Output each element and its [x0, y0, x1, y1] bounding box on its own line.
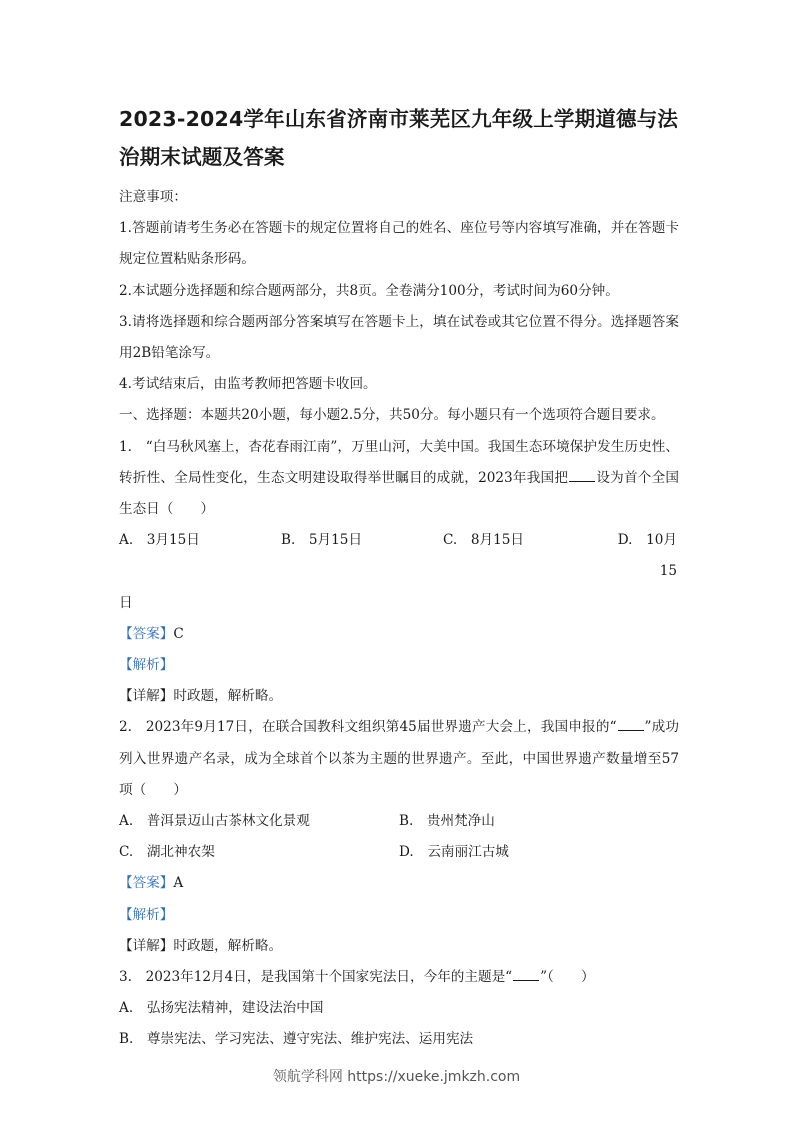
- option-a: A. 普洱景迈山古茶林文化景观: [119, 813, 310, 830]
- question-2-stem: [119, 712, 679, 806]
- question-2-stem-text: 2. 2023年9月17日，在联合国教科文组织第45届世界遗产大会上，我国申报的“: [119, 719, 617, 736]
- question-1-analysis: [119, 650, 679, 681]
- option-d: D. 10月15: [617, 532, 677, 580]
- notice-item-3: 3.请将选择题和综合题两部分答案填写在答题卡上，填在试卷或其它位置不得分。选择题答案用2B铅笔涂写。: [119, 313, 679, 362]
- answer-tag: 【答案】: [119, 625, 174, 642]
- question-3-stem-text: 3. 2023年12月4日，是我国第十个国家宪法日，今年的主题是“: [119, 969, 513, 986]
- option-a: A. 3月15日: [119, 532, 200, 549]
- option-d: D. 云南丽江古城: [399, 844, 509, 861]
- option-d-wrap: 日: [119, 594, 133, 611]
- notice-item-1: 1.答题前请考生务必在答题卡的规定位置将自己的姓名、座位号等内容填写准确，并在答题卡规定位置粘贴条形码。: [119, 220, 679, 268]
- detail-text: 时政题，解析略。: [173, 937, 283, 954]
- detail-tag: 【详解】: [119, 688, 174, 705]
- notice-item-4: 4.考试结束后，由监考教师把答题卡收回。: [119, 376, 377, 393]
- question-1-answer: [119, 619, 679, 650]
- question-3-stem-text-end: ”（ ）: [540, 969, 595, 986]
- question-3-stem: [119, 962, 679, 993]
- question-1-options: [119, 525, 679, 587]
- analysis-tag: 【解析】: [119, 657, 174, 674]
- question-2-stem-text-end: ”成功列入世界遗产名录，成为全球首个以茶为主题的世界遗产。至此，中国世界遗产数量增至57项（ ）: [119, 719, 679, 798]
- analysis-tag: 【解析】: [119, 906, 174, 923]
- answer-tag: 【答案】: [119, 875, 174, 892]
- detail-text: 时政题，解析略。: [173, 688, 283, 705]
- option-b: B. 贵州梵净山: [399, 813, 495, 830]
- section-heading: 一、选择题：本题共20小题，每小题2.5分，共50分。每小题只有一个选项符合题目要求。: [119, 407, 665, 424]
- question-2-options-row-2: [119, 837, 679, 868]
- page-title: 2023-2024学年山东省济南市莱芜区九年级上学期道德与法治期末试题及答案: [119, 107, 679, 169]
- question-2-answer: [119, 868, 679, 899]
- answer-blank: [569, 467, 595, 482]
- answer-value: A: [173, 875, 184, 892]
- answer-blank: [513, 966, 539, 981]
- footer-watermark: 领航学科网 https://xueke.jmkzh.com: [272, 1069, 521, 1085]
- option-c: C. 8月15日: [443, 532, 524, 549]
- option-a: A. 弘扬宪法精神，建设法治中国: [119, 1000, 324, 1017]
- notice-item-2: 2.本试题分选择题和综合题两部分，共8页。全卷满分100分，考试时间为60分钟。: [119, 282, 619, 299]
- option-b: B. 5月15日: [281, 532, 363, 549]
- question-1-stem-text: 1. “白马秋风塞上，杏花春雨江南”，万里山河，大美中国。我国生态环境保护发生历史性、转折性、全局性变化，生态文明建设取得举世瞩目的成就，2023年我国把: [119, 438, 679, 486]
- answer-blank: [618, 716, 644, 731]
- notice-heading: 注意事项：: [119, 189, 187, 205]
- question-1-detail: [119, 681, 679, 712]
- question-1-stem-text-end: 设为首个全国生态日（ ）: [119, 469, 680, 518]
- answer-value: C: [173, 625, 184, 642]
- option-c: C. 湖北神农架: [119, 844, 215, 861]
- question-2-detail: [119, 931, 679, 962]
- option-b: B. 尊崇宪法、学习宪法、遵守宪法、维护宪法、运用宪法: [119, 1031, 474, 1048]
- question-1-stem: [119, 432, 679, 526]
- document-body: [119, 100, 679, 1056]
- detail-tag: 【详解】: [119, 937, 174, 954]
- question-2-analysis: [119, 900, 679, 931]
- question-2-options-row-1: [119, 806, 679, 837]
